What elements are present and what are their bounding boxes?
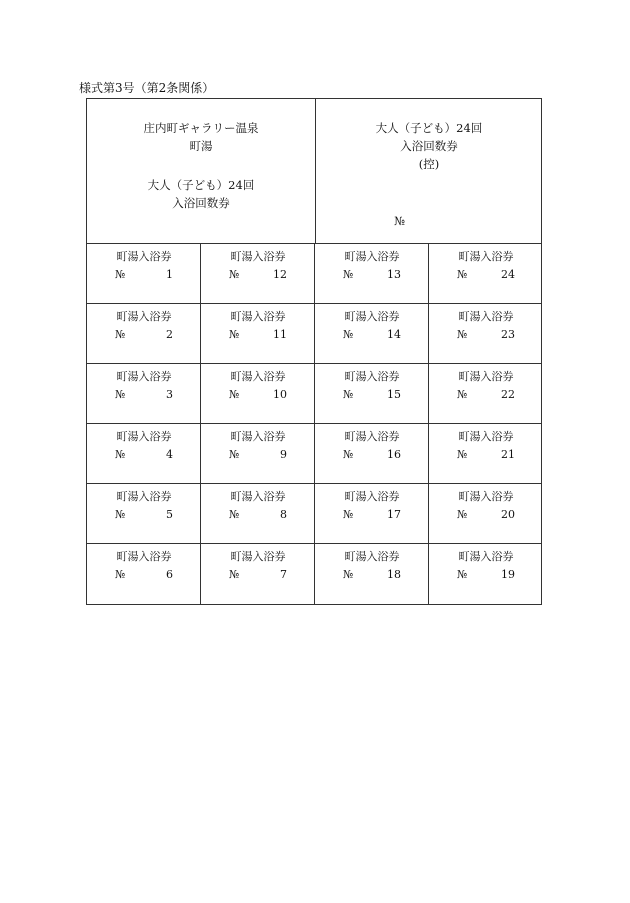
coupon-ticket-sheet [86,98,542,605]
ticket-title: 町湯入浴券 [116,370,172,383]
counterfoil [315,99,542,243]
ticket-number: 17 [387,508,401,521]
ticket-number-label: № [229,448,240,461]
ticket-title: 町湯入浴券 [116,490,172,503]
bath-ticket [429,304,543,364]
ticket-number: 7 [280,568,287,581]
bath-ticket [315,544,429,604]
bath-ticket [201,244,315,304]
ticket-title: 町湯入浴券 [458,490,514,503]
bath-ticket [201,364,315,424]
bath-ticket [429,244,543,304]
ticket-title: 町湯入浴券 [116,250,172,263]
ticket-number: 3 [166,388,173,401]
ticket-title: 町湯入浴券 [344,250,400,263]
ticket-number-label: № [343,328,354,341]
ticket-number: 15 [387,388,401,401]
bath-ticket [315,484,429,544]
counterfoil-copy-mark: (控) [418,157,440,171]
bath-ticket [429,424,543,484]
ticket-title: 町湯入浴券 [230,550,286,563]
counterfoil-ticket-type: 大人（子ども）24回 [375,121,483,135]
ticket-number-label: № [229,268,240,281]
ticket-title: 町湯入浴券 [230,490,286,503]
ticket-number-label: № [457,268,468,281]
ticket-number: 6 [166,568,173,581]
ticket-number-label: № [457,448,468,461]
bath-ticket [201,304,315,364]
ticket-number-label: № [457,568,468,581]
bath-ticket [315,244,429,304]
ticket-number-label: № [343,388,354,401]
ticket-title: 町湯入浴券 [116,430,172,443]
ticket-number: 24 [501,268,515,281]
bath-ticket [87,244,201,304]
ticket-number: 21 [501,448,515,461]
ticket-title: 町湯入浴券 [458,250,514,263]
bath-ticket [201,424,315,484]
ticket-title: 町湯入浴券 [344,310,400,323]
ticket-number-label: № [343,448,354,461]
bath-ticket [87,364,201,424]
ticket-stub [87,99,315,243]
bath-ticket [315,364,429,424]
ticket-grid [87,244,541,604]
ticket-title: 町湯入浴券 [230,430,286,443]
bath-ticket [87,304,201,364]
ticket-number-label: № [229,328,240,341]
ticket-title: 町湯入浴券 [116,310,172,323]
ticket-number-label: № [229,568,240,581]
bath-ticket [201,544,315,604]
ticket-title: 町湯入浴券 [344,550,400,563]
bath-ticket [429,544,543,604]
bath-ticket [87,424,201,484]
ticket-number: 5 [166,508,173,521]
ticket-number: 18 [387,568,401,581]
bath-ticket [315,424,429,484]
ticket-number-label: № [115,328,126,341]
counterfoil-number-label: № [394,214,405,228]
ticket-number: 9 [280,448,287,461]
ticket-number: 8 [280,508,287,521]
ticket-type: 大人（子ども）24回 [147,178,255,192]
ticket-number: 19 [501,568,515,581]
ticket-number-label: № [343,508,354,521]
ticket-number-label: № [115,568,126,581]
ticket-number: 2 [166,328,173,341]
form-number-label: 様式第3号（第2条関係） [79,81,215,95]
ticket-title: 町湯入浴券 [458,370,514,383]
counterfoil-ticket-kind: 入浴回数券 [400,139,458,153]
ticket-number: 1 [166,268,173,281]
ticket-title: 町湯入浴券 [230,370,286,383]
ticket-number: 23 [501,328,515,341]
ticket-number-label: № [457,388,468,401]
ticket-number-label: № [229,508,240,521]
ticket-kind: 入浴回数券 [172,196,230,210]
bath-ticket [201,484,315,544]
ticket-title: 町湯入浴券 [458,430,514,443]
bath-ticket [429,364,543,424]
ticket-title: 町湯入浴券 [230,250,286,263]
ticket-title: 町湯入浴券 [230,310,286,323]
ticket-number-label: № [115,268,126,281]
bath-ticket [87,544,201,604]
ticket-title: 町湯入浴券 [344,430,400,443]
ticket-number: 12 [273,268,287,281]
ticket-number: 13 [387,268,401,281]
ticket-number-label: № [457,508,468,521]
ticket-number-label: № [343,268,354,281]
ticket-title: 町湯入浴券 [116,550,172,563]
ticket-title: 町湯入浴券 [344,490,400,503]
ticket-number: 22 [501,388,515,401]
ticket-number-label: № [343,568,354,581]
ticket-title: 町湯入浴券 [458,550,514,563]
ticket-number-label: № [457,328,468,341]
sheet-header [87,99,541,244]
ticket-number-label: № [229,388,240,401]
ticket-number: 20 [501,508,515,521]
ticket-number: 16 [387,448,401,461]
ticket-number-label: № [115,388,126,401]
ticket-number-label: № [115,448,126,461]
bath-ticket [87,484,201,544]
ticket-number: 14 [387,328,401,341]
ticket-number: 11 [273,328,287,341]
ticket-title: 町湯入浴券 [344,370,400,383]
bath-ticket [429,484,543,544]
bath-name: 町湯 [189,139,213,153]
ticket-title: 町湯入浴券 [458,310,514,323]
ticket-number: 10 [273,388,287,401]
facility-name: 庄内町ギャラリー温泉 [143,121,259,135]
bath-ticket [315,304,429,364]
ticket-number: 4 [166,448,173,461]
ticket-number-label: № [115,508,126,521]
